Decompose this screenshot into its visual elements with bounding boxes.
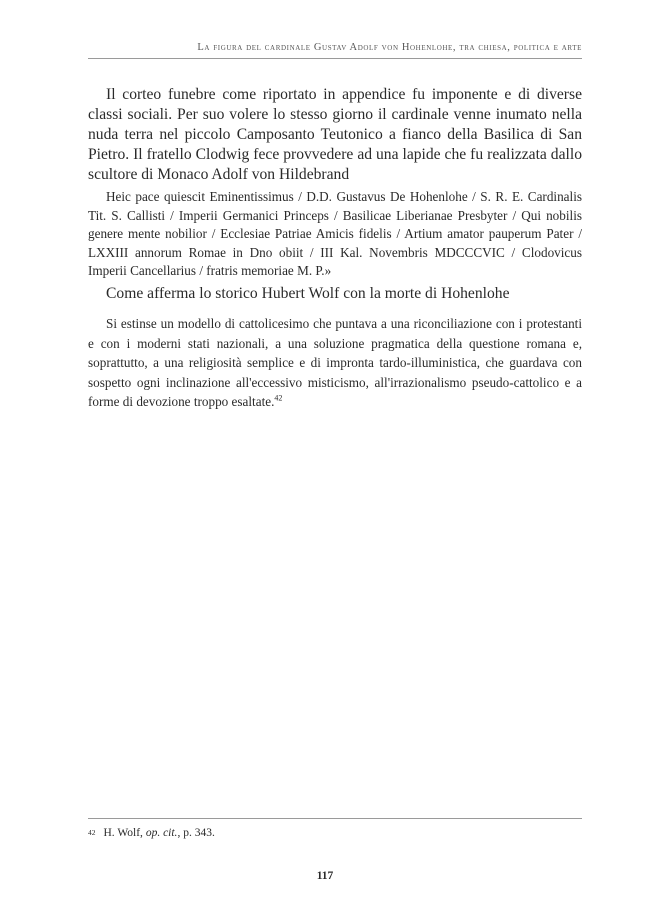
footnote-work: op. cit. bbox=[145, 827, 178, 839]
body-paragraph-3: Come afferma lo storico Hubert Wolf con la morte di Hohenlohe bbox=[106, 285, 510, 302]
running-head: La figura del cardinale Gustav Adolf von Hohenlohe, tra chiesa, politica e arte bbox=[197, 42, 582, 53]
quote-text: Si estinse un modello di cattolicesimo che puntava a una riconciliazione con i protestanti e con i moderni stati nazionali, a una soluzione pragmatica della questione romana e, soprattutto, a una religiosità semplice e di impronta tardo-illuministica, che guardava con sospetto ogni inclinazione all'eccessivo misticismo, all'irrazionalismo pseudo-cattolico e a forme di devozione troppo esaltate. bbox=[88, 316, 582, 409]
epitaph-block: Heic pace quiescit Eminentissimus / D.D. Gustavus De Hohenlohe / S. R. E. Cardinalis Tit. S. Callisti / Imperii Germanici Princeps / Basilicae Liberianae Presbyter / Qui nobilis genere mente nobilior / Ecclesiae Patriae Amicis fidelis / Artium amator pauperum Pater / LXXIII annorum Romae in Dno obiit / III Kal. Novembris MDCCCVIC / Clodovicus Imperii Cancellarius / fratris memoriae M. P.» bbox=[88, 189, 582, 278]
body-paragraph-1: Il corteo funebre come riportato in appendice fu imponente e di diverse classi sociali. Per suo volere lo stesso giorno il cardinale venne inumato nella nuda terra nel piccolo Camposanto Teutonico a fianco della Basilica di San Pietro. Il fratello Clodwig fece provvedere ad una lapide che fu realizzata dallo scultore di Monaco Adolf von Hildebrand bbox=[88, 86, 582, 183]
footnote-rule bbox=[88, 818, 582, 819]
footnote-page: , p. 343. bbox=[177, 827, 215, 839]
page-number: 117 bbox=[316, 870, 334, 882]
footnote-42 bbox=[88, 826, 582, 840]
footnote-number: 42 bbox=[88, 828, 96, 837]
footnote-ref-42[interactable]: 42 bbox=[274, 393, 283, 403]
quote-block bbox=[88, 314, 582, 412]
header-rule bbox=[88, 58, 582, 59]
footnote-author: H. Wolf, bbox=[103, 827, 146, 839]
